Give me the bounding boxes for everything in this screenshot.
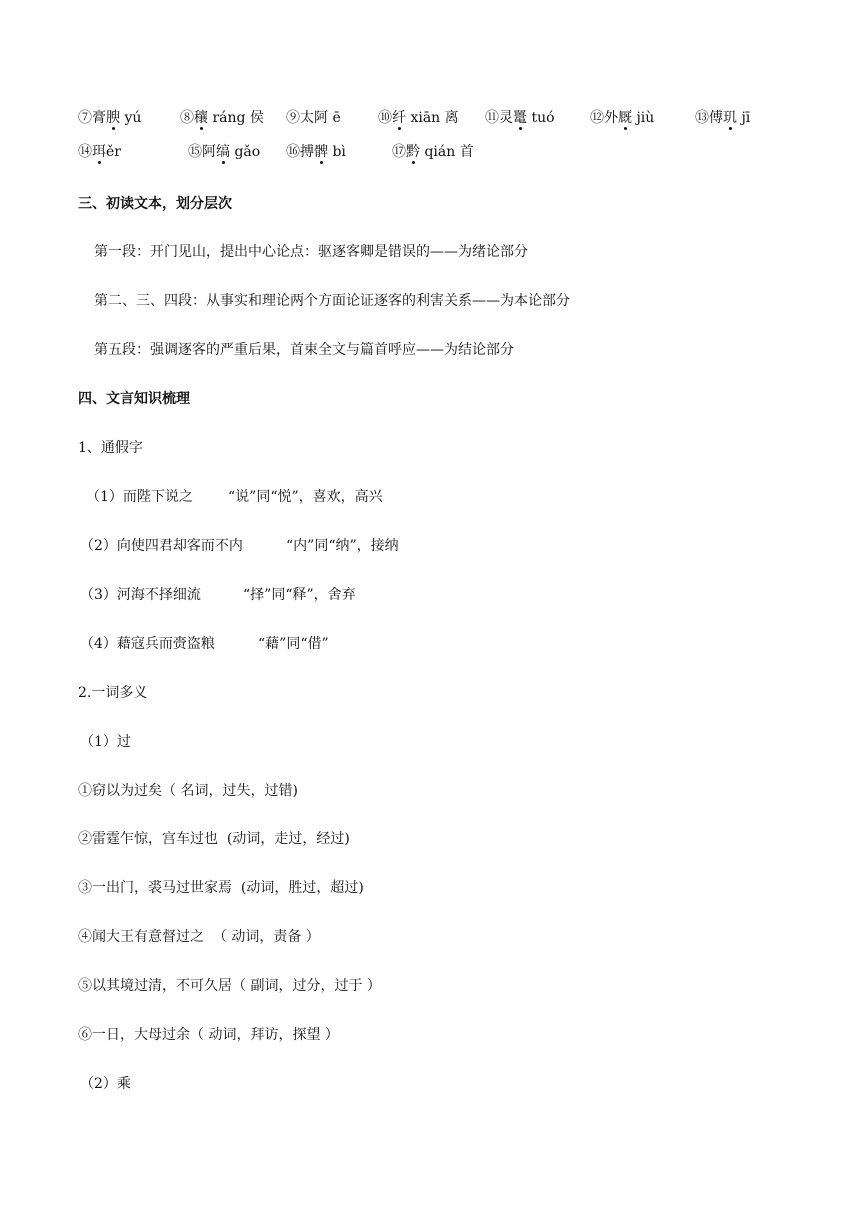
tongjia-note-4: “藉”同“借” (258, 636, 329, 652)
pronunciation-item: ⑯搏髀 bì (286, 144, 346, 160)
pronunciation-item: ⑪灵鼍 tuó (485, 110, 555, 126)
section-3-heading: 三、初读文本，划分层次 (78, 196, 232, 212)
guo-item-6: ⑥一日，大母过余（ 动词，拜访，探望 ） (78, 1027, 339, 1043)
pronunciation-item: ⑦膏腴 yú (78, 110, 142, 126)
paragraph-1: 第一段：开门见山，提出中心论点：驱逐客卿是错误的——为绪论部分 (94, 244, 528, 260)
cheng-title: （2）乘 (80, 1076, 131, 1092)
guo-item-5: ⑤以其境过清，不可久居（ 副词，过分，过于 ） (78, 978, 381, 994)
pronunciation-item: ⑫外厩 jiù (590, 110, 655, 126)
guo-item-2: ②雷霆乍惊，宫车过也 (动词，走过，经过) (78, 831, 350, 847)
tongjia-sentence-4: （4）藉寇兵而赍盗粮 (80, 636, 215, 652)
guo-title: （1）过 (80, 734, 131, 750)
guo-item-1: ①窃以为过矣（ 名词，过失，过错) (78, 783, 298, 799)
tongjia-sentence-2: （2）向使四君却客而不内 (80, 538, 243, 554)
tongjia-note-1: “说”同“悦”，喜欢，高兴 (228, 489, 383, 505)
tongjia-sentence-3: （3）河海不择细流 (80, 587, 201, 603)
duoyi-title: 2.一词多义 (78, 685, 148, 701)
paragraph-3: 第五段：强调逐客的严重后果，首束全文与篇首呼应——为结论部分 (94, 342, 514, 358)
guo-item-4: ④闻大王有意督过之 （ 动词，责备 ） (78, 929, 320, 945)
tongjia-note-2: “内”同“纳”，接纳 (286, 538, 399, 554)
pronunciation-item: ⑩纤 xiān 离 (378, 110, 459, 126)
pronunciation-item: ⑮阿缟 gǎo (188, 144, 261, 160)
pronunciation-item: ⑭珥ěr (78, 144, 121, 160)
paragraph-2: 第二、三、四段：从事实和理论两个方面论证逐客的利害关系——为本论部分 (94, 293, 570, 309)
pronunciation-item: ⑰黔 qián 首 (392, 144, 474, 160)
tongjia-sentence-1: （1）而陛下说之 (86, 489, 193, 505)
pronunciation-item: ⑧穰 ráng 侯 (180, 110, 264, 126)
pronunciation-item: ⑨太阿 ē (286, 110, 341, 126)
tongjia-note-3: “择”同“释”，舍弃 (243, 587, 356, 603)
section-4-heading: 四、文言知识梳理 (78, 391, 190, 407)
tongjia-title: 1、通假字 (78, 440, 143, 456)
guo-item-3: ③一出门，裘马过世家焉 (动词，胜过，超过) (78, 880, 364, 896)
pronunciation-item: ⑬傅玑 jī (695, 110, 751, 126)
